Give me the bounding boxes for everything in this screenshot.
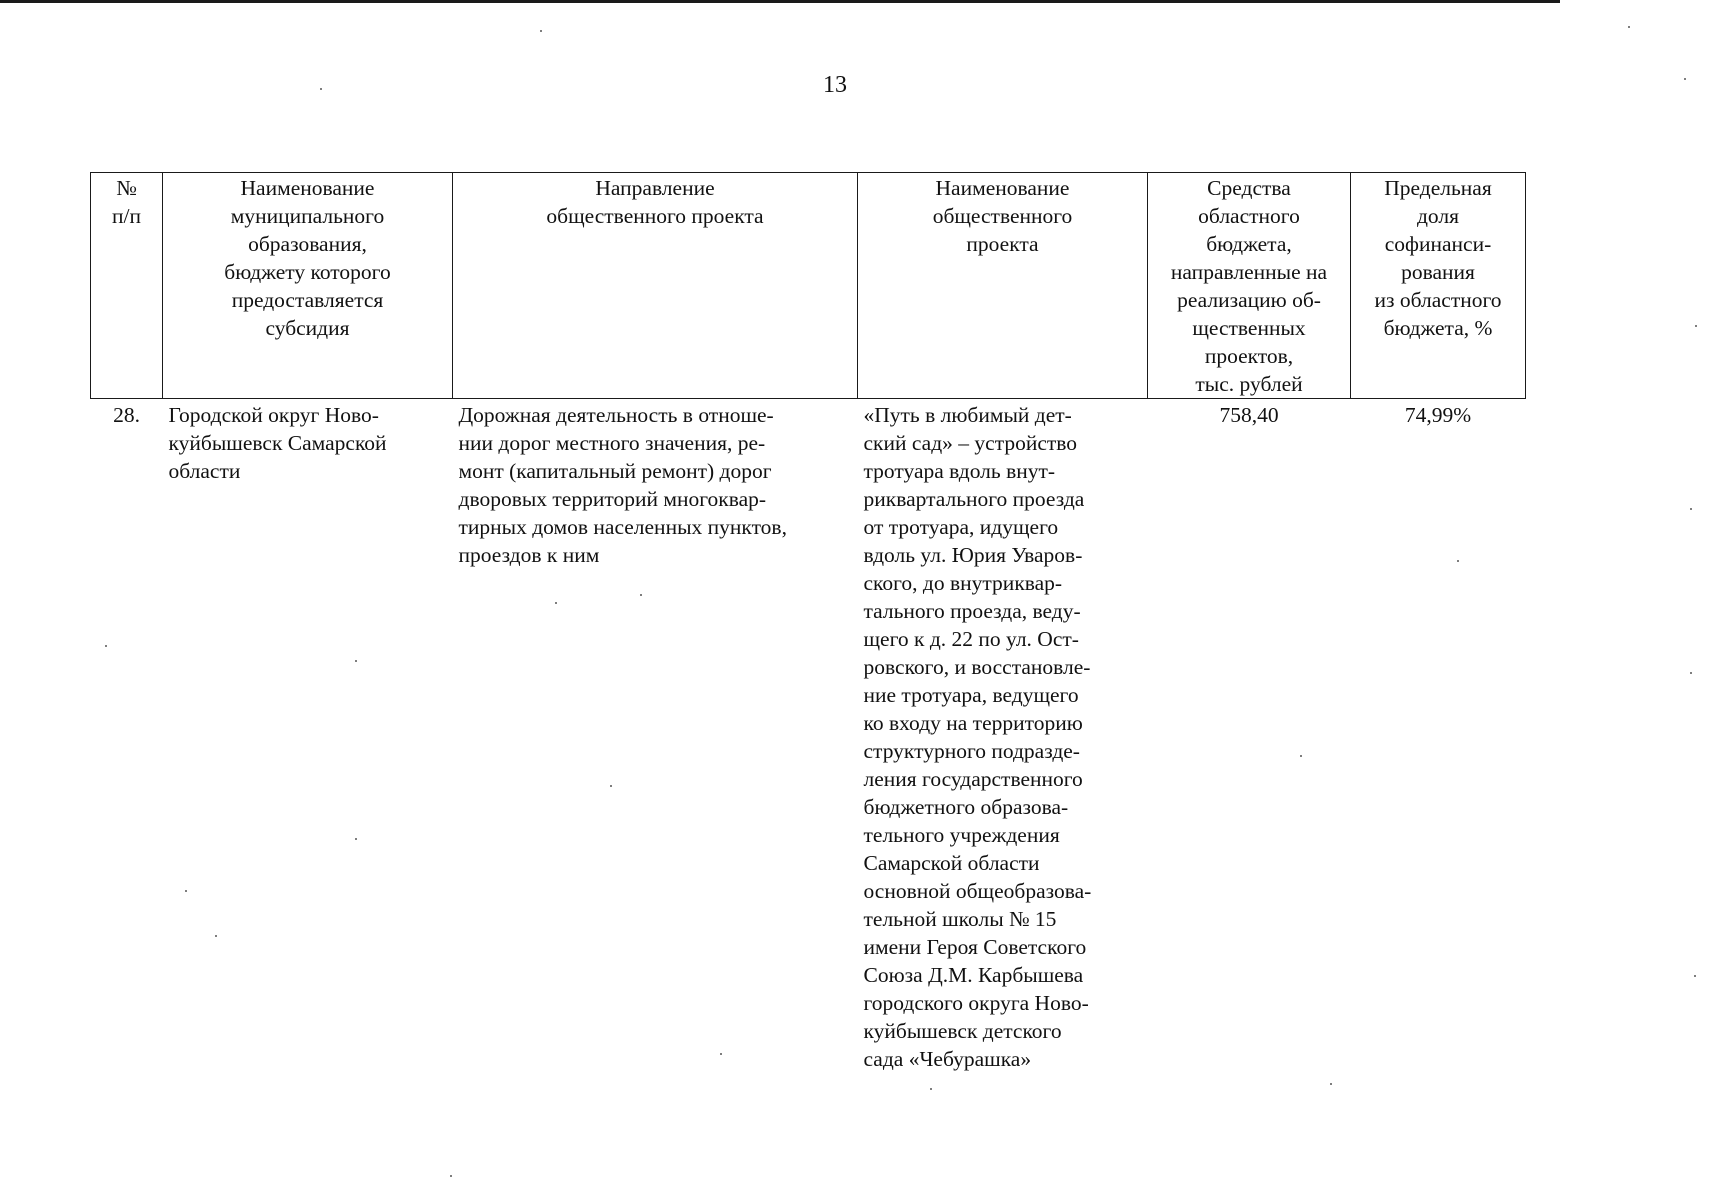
header-amount: Средства областного бюджета, направленные на реализацию об- щественных проектов, тыс. рублей — [1148, 173, 1351, 399]
scan-edge — [0, 0, 1560, 3]
header-row — [91, 173, 1526, 399]
scan-speck — [1330, 1083, 1332, 1085]
scan-speck — [1684, 78, 1686, 80]
scan-speck — [1457, 560, 1459, 562]
page-number: 13 — [823, 72, 847, 98]
scan-speck — [105, 645, 107, 647]
header-project: Наименование общественного проекта — [858, 173, 1148, 399]
header-direction: Направление общественного проекта — [453, 173, 858, 399]
scan-speck — [555, 602, 557, 604]
scan-speck — [610, 785, 612, 787]
scan-speck — [1694, 975, 1696, 977]
header-number: № п/п — [91, 173, 163, 399]
subsidy-table — [90, 172, 1526, 1073]
row-share: 74,99% — [1404, 403, 1472, 427]
header-share: Предельная доля софинанси- рования из областного бюджета, % — [1351, 173, 1526, 399]
row-project: «Путь в любимый дет- ский сад» – устройство тротуара вдоль внут- риквартального проезда от тротуара, идущего вдоль ул. Юрия Уваров- ского, до внутриквар- тального проезда, веду- щего к д. 22 по ул. Ост- ровского, и восстановле- ние тротуара, ведущего ко входу на территорию структурного подразде- ления государственного бюджетного образова- тельного учреждения Самарской области основной общеобразова- тельной школы № 15 имени Героя Советского Союза Д.М. Карбышева городского округа Ново- куйбышевск детского сада «Чебурашка» — [863, 403, 1092, 1071]
scan-speck — [1628, 26, 1630, 28]
scan-speck — [1300, 755, 1302, 757]
scan-speck — [320, 88, 322, 90]
scan-speck — [355, 660, 357, 662]
scan-speck — [720, 1053, 722, 1055]
header-municipality: Наименование муниципального образования, бюджету которого предоставляется субсидия — [163, 173, 453, 399]
scan-speck — [640, 594, 642, 596]
scan-speck — [1690, 672, 1692, 674]
row-municipality: Городской округ Ново- куйбышевск Самарской области — [168, 403, 387, 483]
scan-speck — [1690, 508, 1692, 510]
scan-speck — [930, 1088, 932, 1090]
scan-speck — [540, 30, 542, 32]
scan-speck — [355, 838, 357, 840]
scan-speck — [450, 1175, 452, 1177]
scan-speck — [185, 890, 187, 892]
row-amount: 758,40 — [1219, 403, 1279, 427]
scan-speck — [1695, 325, 1697, 327]
row-number: 28. — [113, 403, 140, 427]
table-row — [91, 399, 1526, 1074]
scan-speck — [215, 935, 217, 937]
table-body — [91, 399, 1526, 1074]
table-header — [91, 173, 1526, 399]
row-direction: Дорожная деятельность в отноше- нии дорог местного значения, ре- монт (капитальный ремонт) дорог дворовых территорий многоквар- тирных домов населенных пунктов, проездов к ним — [458, 403, 787, 567]
